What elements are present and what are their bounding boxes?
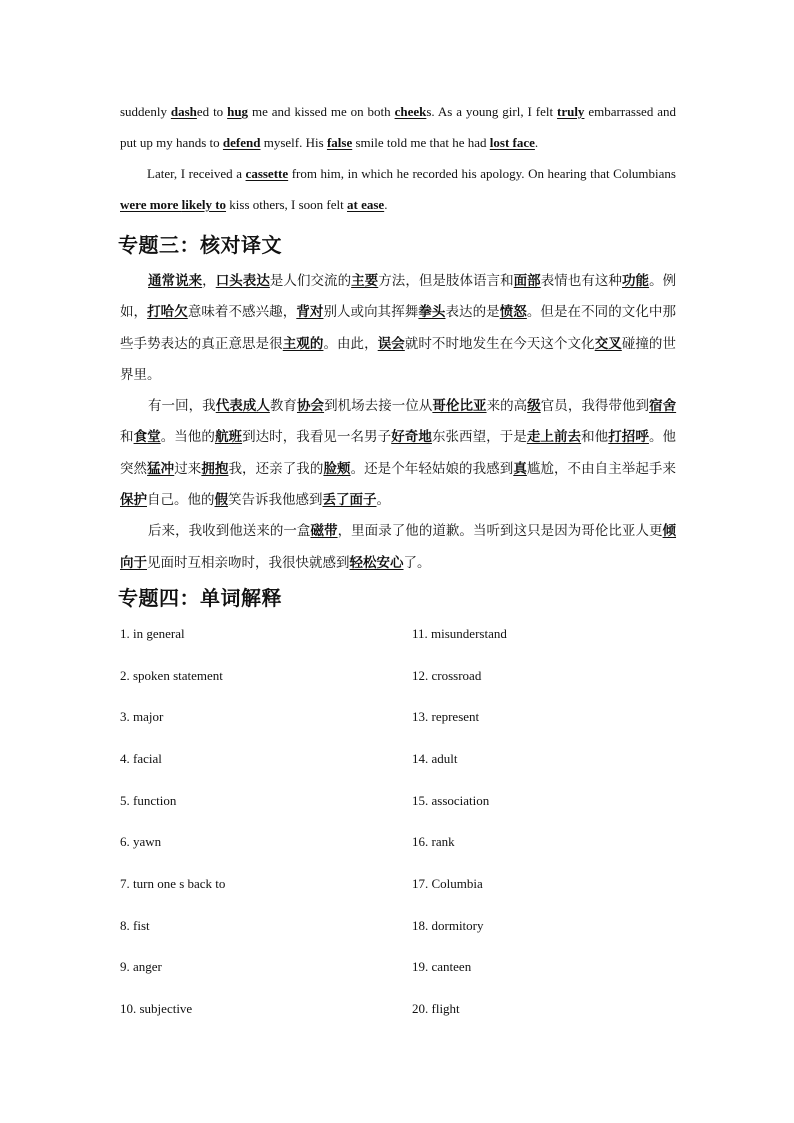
text-run: . <box>384 197 388 212</box>
text-run: 别人或向其挥舞 <box>323 304 419 321</box>
text-run: 到达时，我看见一名男子 <box>242 429 392 446</box>
keyword: 真 <box>513 460 527 477</box>
keyword: 通常说来 <box>148 273 203 289</box>
keyword: 打招呼 <box>608 429 649 446</box>
text-run: . <box>534 135 539 150</box>
keyword: 代表成人 <box>215 398 270 415</box>
text-run: ， <box>202 273 216 289</box>
keyword: 磁带 <box>310 523 338 540</box>
text-run: kiss others, I soon felt <box>226 197 347 212</box>
keyword: 保护 <box>120 492 147 509</box>
keyword: 级 <box>527 398 541 415</box>
keyword: likely to <box>181 197 227 212</box>
text-run: Later, I received a <box>147 166 246 181</box>
text-run: embarrassed and put up my hands to <box>120 104 676 150</box>
text-run: 。例如， <box>120 273 677 321</box>
text-run: 见面时互相亲吻时，我很快就感到 <box>147 554 350 571</box>
text-run: 。还是个年轻姑娘的我感到 <box>350 460 514 477</box>
keyword: 假 <box>214 492 228 509</box>
vocab-item: 15. association <box>412 792 490 808</box>
translation-paragraph-3 <box>120 516 676 579</box>
vocab-item: 6. yawn <box>120 834 162 850</box>
keyword: 口头表达 <box>215 273 270 289</box>
keyword: 协会 <box>296 398 325 415</box>
text-run: ，里面录了他的道歉。当听到这只是因为哥伦比亚人更 <box>337 523 663 540</box>
vocab-item: 13. represent <box>412 709 480 725</box>
text-run: 自己。他的 <box>147 492 215 509</box>
keyword: cassette <box>245 166 289 181</box>
keyword: 走上前去 <box>526 429 582 446</box>
keyword: 拥抱 <box>201 460 229 477</box>
text-run: 。当他的 <box>160 429 215 446</box>
vocab-item: 8. fist <box>120 917 150 933</box>
translation-paragraph-2 <box>120 391 676 516</box>
text-run: 表情也有这种 <box>540 273 622 289</box>
keyword: dash <box>170 104 197 119</box>
text-run: 方法，但是肢体语言和 <box>378 273 514 289</box>
text-run: 笑告诉我他感到 <box>228 492 323 509</box>
keyword: 拳头 <box>418 304 446 321</box>
vocabulary-list <box>120 623 676 1040</box>
keyword: hug <box>227 104 249 119</box>
translation-paragraph-1 <box>120 266 676 391</box>
keyword: 倾向于 <box>120 523 677 571</box>
keyword: 面部 <box>513 273 541 289</box>
section-3-title: 专题三：核对译文 <box>118 233 282 257</box>
text-run: 官员，我得带他到 <box>540 398 650 415</box>
text-run: 我，还亲了我的 <box>228 460 324 477</box>
keyword: 愤怒 <box>499 304 527 321</box>
keyword: at ease <box>347 197 385 212</box>
text-run: 过来 <box>174 460 202 477</box>
keyword: 背对 <box>296 304 324 321</box>
keyword: 功能 <box>621 273 650 289</box>
text-run: 和他 <box>581 429 609 446</box>
text-run: 。由此， <box>323 335 378 352</box>
keyword: 主观的 <box>282 335 324 352</box>
vocab-item: 16. rank <box>412 834 455 850</box>
keyword: 轻松安心 <box>349 554 404 571</box>
text-run: 是人们交流的 <box>269 273 352 289</box>
text-run: 表达的是 <box>445 304 500 321</box>
text-run: from him, in which he recorded his apology. On hearing that Columbians <box>288 166 676 181</box>
vocab-item: 19. canteen <box>412 959 472 975</box>
text-run: myself. His <box>260 135 327 150</box>
vocab-item: 1. in general <box>120 625 185 641</box>
text-run: 了。 <box>403 554 431 571</box>
text-run: s. As a young girl, I felt <box>426 104 557 119</box>
vocab-item: 14. adult <box>412 751 458 767</box>
keyword: 猛冲 <box>147 460 175 477</box>
text-run: 尴尬，不由自主举起手来 <box>526 460 676 477</box>
text-run: 意味着不感兴趣， <box>187 304 297 321</box>
vocab-item: 3. major <box>120 709 164 725</box>
keyword: 脸颊 <box>323 460 351 477</box>
keyword: 交叉 <box>594 335 622 352</box>
vocab-item: 11. misunderstand <box>412 625 507 641</box>
keyword: lost face <box>489 135 535 150</box>
keyword: 航班 <box>214 429 243 446</box>
text-run: suddenly <box>120 104 171 119</box>
keyword: 宿舍 <box>649 398 677 415</box>
vocab-item: 10. subjective <box>120 1001 193 1017</box>
keyword: 丢了面子 <box>322 492 377 509</box>
vocab-item: 4. facial <box>120 751 162 767</box>
keyword: 误会 <box>377 335 405 352</box>
vocab-item: 5. function <box>120 792 177 808</box>
section-4-title: 专题四：单词解释 <box>118 585 282 610</box>
text-run: 和 <box>120 429 134 446</box>
english-paragraph-2 <box>120 158 676 220</box>
keyword: false <box>326 135 353 150</box>
text-run: 到机场去接一位从 <box>324 398 433 415</box>
english-paragraph-1 <box>120 96 676 158</box>
text-run: 后来，我收到他送来的一盒 <box>148 523 311 540</box>
text-run: 教育 <box>269 398 297 415</box>
text-run: 。他突然 <box>120 429 676 477</box>
vocab-item: 9. anger <box>120 959 162 975</box>
vocab-item: 7. turn one s back to <box>120 876 226 892</box>
text-run: 就时不时地发生在今天这个文化 <box>404 335 595 352</box>
text-run: smile told me that he had <box>352 135 490 150</box>
text-run: me and kissed me on both <box>248 104 395 119</box>
vocab-item: 20. flight <box>412 1001 460 1017</box>
vocab-item: 12. crossroad <box>412 667 482 683</box>
text-run: 东张西望，于是 <box>431 429 527 446</box>
keyword: 哥伦比亚 <box>432 398 487 415</box>
text-run: ed to <box>196 104 228 119</box>
keyword: truly <box>556 104 585 119</box>
document-page <box>120 96 676 1040</box>
keyword: defend <box>222 135 261 150</box>
keyword: 打哈欠 <box>147 304 188 321</box>
text-run: 有一回，我 <box>148 398 216 415</box>
text-run: 。但是在不同的文化中那些手势表达的真正意思是很 <box>120 304 676 352</box>
text-run: 。 <box>376 492 390 509</box>
text-run: 来的高 <box>486 398 528 415</box>
vocab-item: 18. dormitory <box>412 917 484 933</box>
text-run: 碰撞的世界里。 <box>120 335 676 383</box>
vocab-item: 2. spoken statement <box>120 667 223 683</box>
keyword: 食堂 <box>133 429 161 446</box>
keyword: 主要 <box>351 273 379 289</box>
vocab-item: 17. Columbia <box>412 876 483 892</box>
keyword: were more <box>120 197 182 212</box>
keyword: cheek <box>394 104 427 119</box>
keyword: 好奇地 <box>391 429 432 446</box>
